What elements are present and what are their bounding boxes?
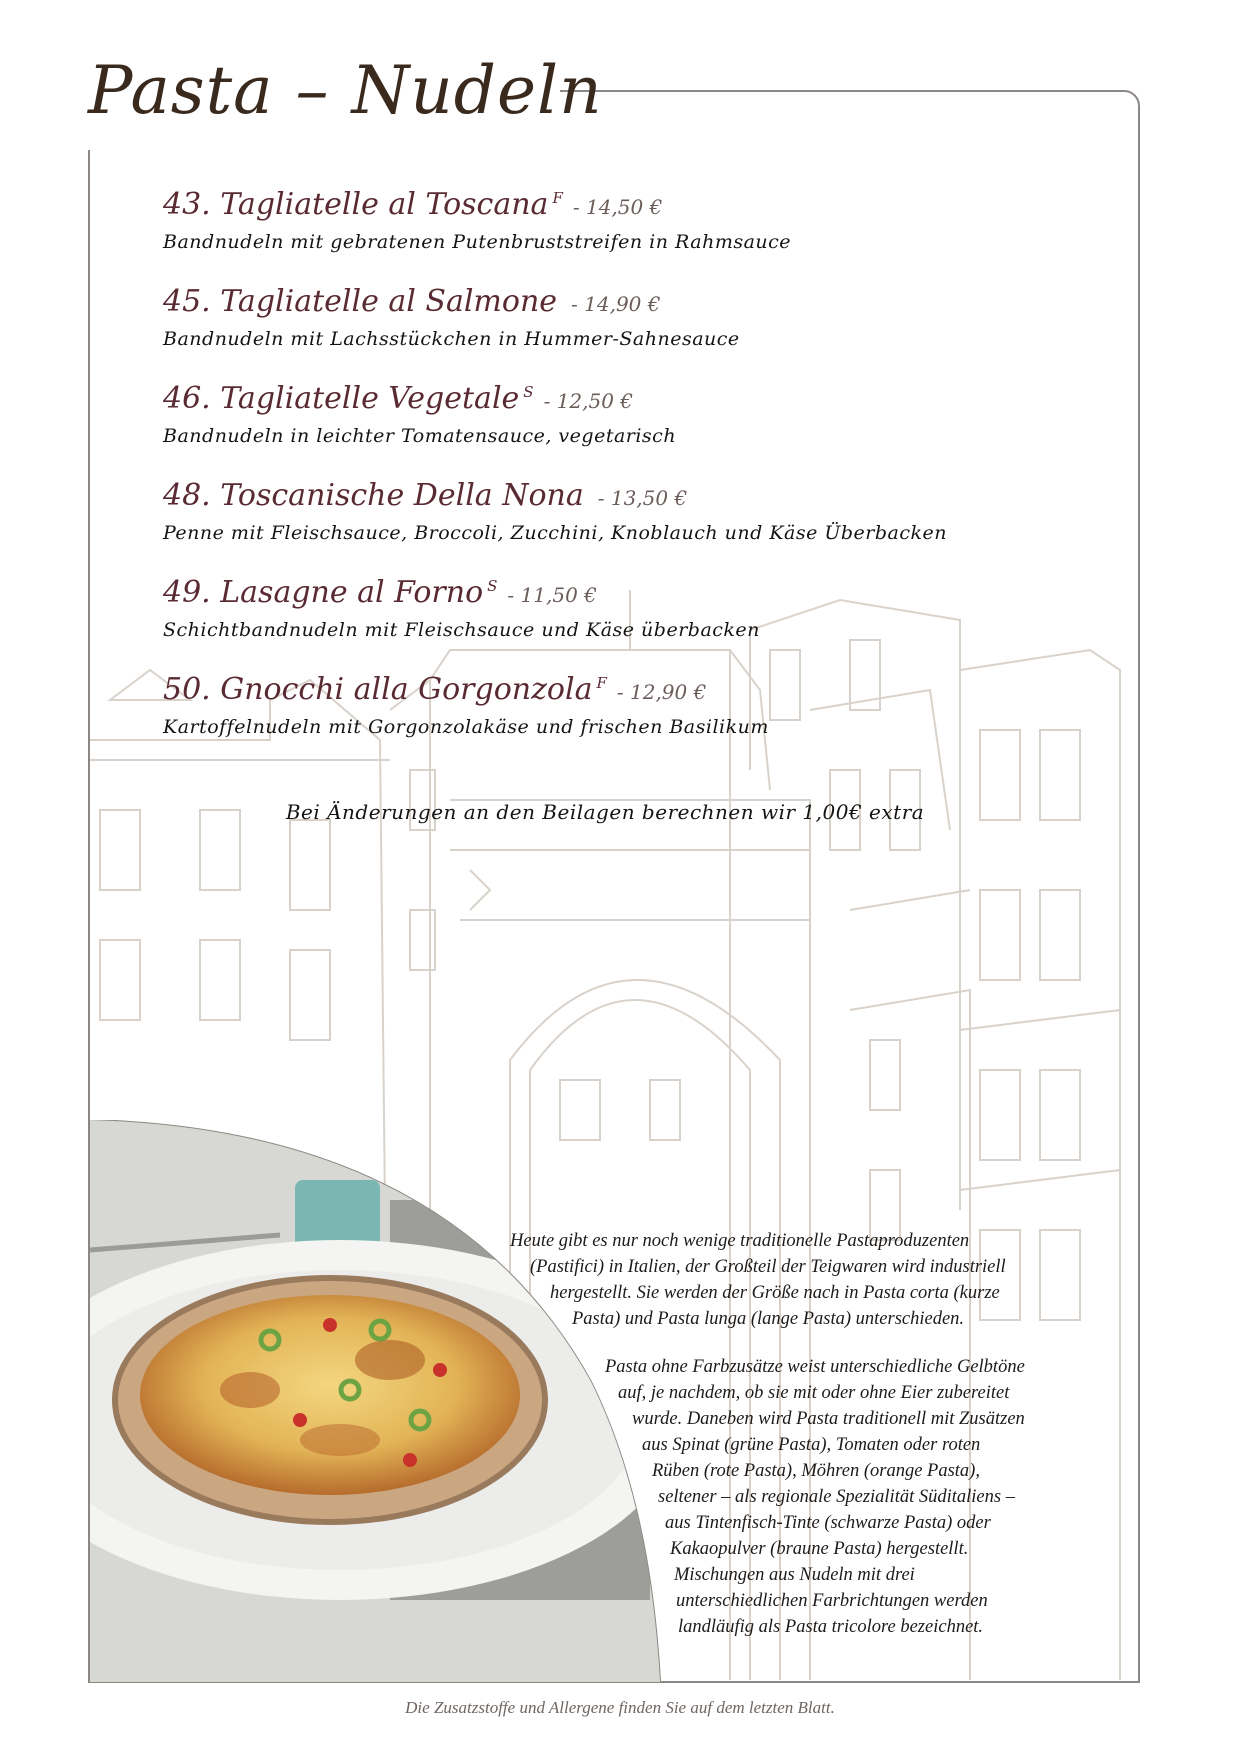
item-price: - 14,50 € [572,195,663,219]
allergen-mark: F [552,189,563,207]
item-price: - 13,50 € [597,486,688,510]
info-line: Heute gibt es nur noch wenige traditionelle Pastaproduzenten [510,1231,970,1251]
menu-item [163,469,1063,566]
menu-item [163,372,1063,469]
item-price: - 12,50 € [543,389,634,413]
menu-item [163,566,1063,663]
info-line: Mischungen aus Nudeln mit drei [674,1565,915,1585]
item-name: 46. Tagliatelle Vegetale [163,381,520,416]
item-description: Penne mit Fleischsauce, Broccoli, Zucchini, Knoblauch und Käse Überbacken [163,522,948,544]
info-line: aus Spinat (grüne Pasta), Tomaten oder roten [642,1435,981,1455]
item-price: - 11,50 € [507,583,597,607]
extra-charge-note: Bei Änderungen an den Beilagen berechnen wir 1,00€ extra [285,800,925,824]
info-line: (Pastifici) in Italien, der Großteil der Teigwaren wird industriell [530,1257,1006,1277]
menu-item [163,275,1063,372]
allergen-mark: S [487,577,498,595]
info-line: aus Tintenfisch-Tinte (schwarze Pasta) oder [665,1513,991,1533]
item-name: 50. Gnocchi alla Gorgonzola [163,672,593,707]
info-line: Kakaopulver (braune Pasta) hergestellt. [670,1539,969,1559]
info-line: Rüben (rote Pasta), Möhren (orange Pasta), [652,1461,980,1481]
pasta-menu-list [163,178,1063,760]
info-line: unterschiedlichen Farbrichtungen werden [676,1591,988,1611]
info-line: landläufig als Pasta tricolore bezeichnet. [678,1617,984,1637]
info-line: Pasta ohne Farbzusätze weist unterschiedliche Gelbtöne [605,1357,1025,1377]
info-line: hergestellt. Sie werden der Größe nach in Pasta corta (kurze [550,1283,1000,1303]
item-price: - 14,90 € [571,292,661,316]
allergen-mark: S [523,383,534,401]
info-line: Pasta) und Pasta lunga (lange Pasta) unterschieden. [572,1309,965,1329]
menu-item [163,178,1063,275]
menu-item [163,663,1063,760]
item-price: - 12,90 € [616,680,707,704]
item-description: Bandnudeln mit Lachsstückchen in Hummer-Sahnesauce [163,328,740,350]
item-name: 43. Tagliatelle al Toscana [163,187,549,222]
item-description: Bandnudeln mit gebratenen Putenbruststreifen in Rahmsauce [163,231,792,253]
item-name: 49. Lasagne al Forno [163,575,484,610]
item-name: 48. Toscanische Della Nona [163,478,584,513]
allergen-mark: F [596,674,607,692]
item-name: 45. Tagliatelle al Salmone [163,284,558,319]
item-description: Kartoffelnudeln mit Gorgonzolakäse und frischen Basilikum [163,716,769,738]
page-title: Pasta – Nudeln [88,52,603,129]
allergen-footer-note: Die Zusatzstoffe und Allergene finden Sie auf dem letzten Blatt. [405,1698,835,1717]
info-line: wurde. Daneben wird Pasta traditionell mit Zusätzen [632,1409,1025,1429]
info-line: auf, je nachdem, ob sie mit oder ohne Eier zubereitet [618,1383,1010,1403]
item-description: Bandnudeln in leichter Tomatensauce, vegetarisch [163,425,677,447]
info-line: seltener – als regionale Spezialität Süditaliens – [658,1487,1015,1507]
item-description: Schichtbandnudeln mit Fleischsauce und Käse überbacken [163,619,760,641]
